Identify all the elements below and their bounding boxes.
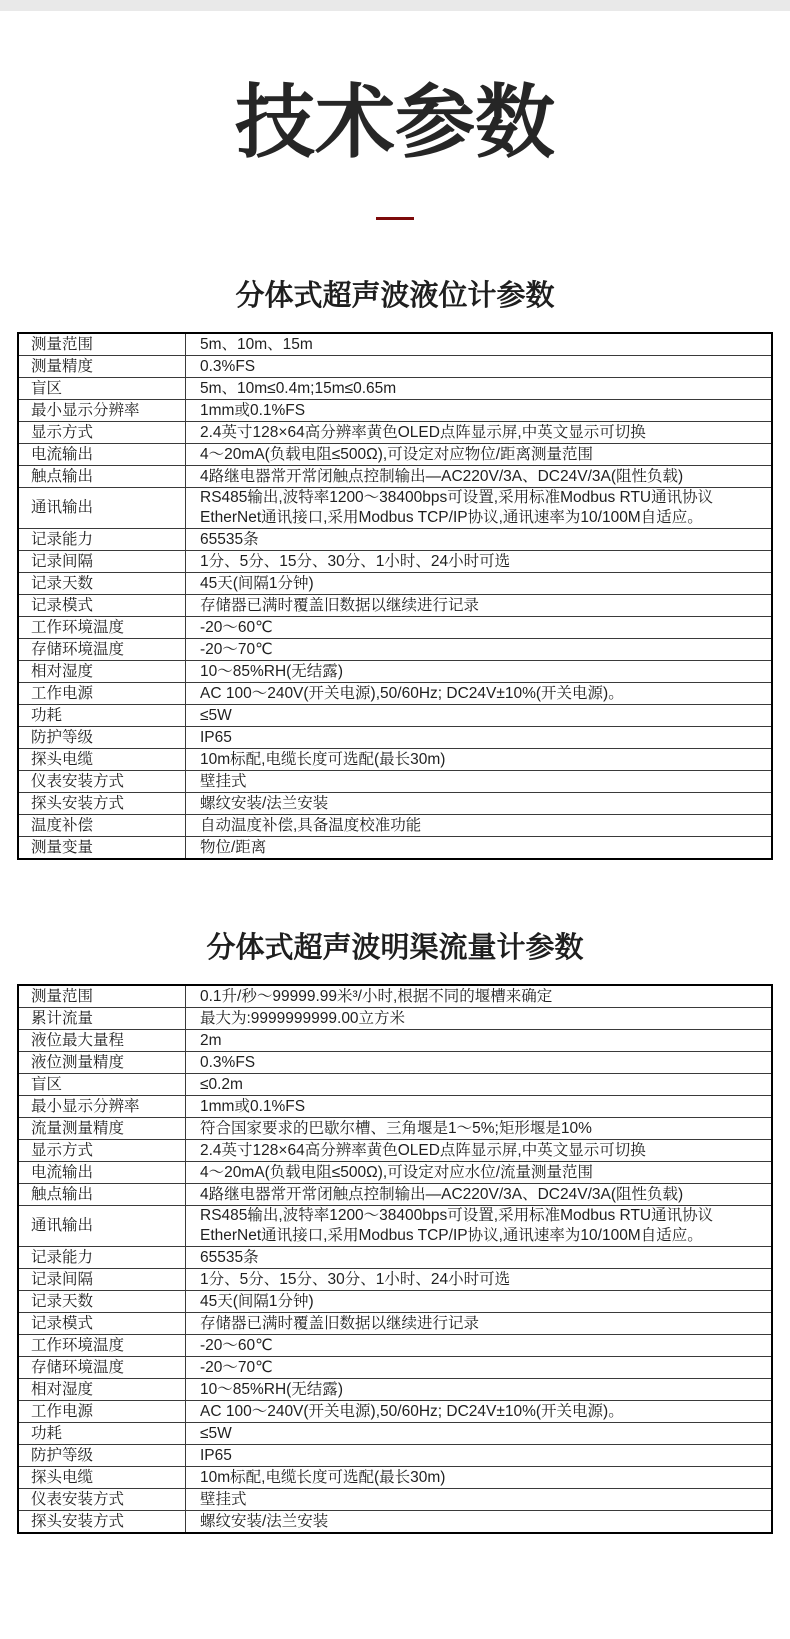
spec-label: 触点输出	[18, 1184, 186, 1206]
spec-row	[18, 1184, 772, 1206]
spec-value: 2m	[186, 1030, 773, 1052]
spec-label: 探头电缆	[18, 1467, 186, 1489]
spec-label: 功耗	[18, 705, 186, 727]
spec-value: ≤5W	[186, 1423, 773, 1445]
spec-row	[18, 529, 772, 551]
spec-label: 防护等级	[18, 1445, 186, 1467]
spec-value: AC 100～240V(开关电源),50/60Hz; DC24V±10%(开关电源)。	[186, 1401, 773, 1423]
flow-meter-spec-table	[17, 984, 773, 1534]
spec-row	[18, 400, 772, 422]
spec-value: 65535条	[186, 1247, 773, 1269]
spec-row	[18, 573, 772, 595]
spec-value: 10m标配,电缆长度可选配(最长30m)	[186, 749, 773, 771]
spec-row	[18, 1379, 772, 1401]
accent-dash	[376, 217, 414, 220]
spec-label: 记录天数	[18, 573, 186, 595]
spec-value: 1mm或0.1%FS	[186, 400, 773, 422]
spec-row	[18, 378, 772, 400]
spec-row	[18, 1335, 772, 1357]
spec-value: 4路继电器常开常闭触点控制输出—AC220V/3A、DC24V/3A(阻性负载)	[186, 1184, 773, 1206]
spec-value: 10～85%RH(无结露)	[186, 1379, 773, 1401]
spec-row	[18, 771, 772, 793]
spec-row	[18, 1511, 772, 1534]
spec-label: 存储环境温度	[18, 639, 186, 661]
spec-row	[18, 985, 772, 1008]
spec-row	[18, 1118, 772, 1140]
spec-row	[18, 422, 772, 444]
spec-row	[18, 1030, 772, 1052]
spec-label: 工作电源	[18, 683, 186, 705]
spec-value: 5m、10m、15m	[186, 333, 773, 356]
spec-label: 触点输出	[18, 466, 186, 488]
spec-row	[18, 1008, 772, 1030]
spec-value: 65535条	[186, 529, 773, 551]
spec-value: 1分、5分、15分、30分、1小时、24小时可选	[186, 1269, 773, 1291]
spec-row	[18, 837, 772, 860]
spec-row	[18, 1357, 772, 1379]
spec-label: 测量变量	[18, 837, 186, 860]
spec-row	[18, 1489, 772, 1511]
spec-row	[18, 1162, 772, 1184]
spec-row	[18, 705, 772, 727]
spec-row	[18, 793, 772, 815]
spec-value: 4路继电器常开常闭触点控制输出—AC220V/3A、DC24V/3A(阻性负载)	[186, 466, 773, 488]
spec-label: 记录间隔	[18, 1269, 186, 1291]
level-meter-spec-table-body	[18, 333, 772, 859]
spec-label: 盲区	[18, 1074, 186, 1096]
spec-value: 5m、10m≤0.4m;15m≤0.65m	[186, 378, 773, 400]
spec-label: 记录模式	[18, 1313, 186, 1335]
spec-label: 记录模式	[18, 595, 186, 617]
spec-label: 流量测量精度	[18, 1118, 186, 1140]
spec-row	[18, 727, 772, 749]
spec-row	[18, 1291, 772, 1313]
spec-value: 螺纹安装/法兰安装	[186, 793, 773, 815]
spec-label: 测量范围	[18, 333, 186, 356]
spec-label: 测量范围	[18, 985, 186, 1008]
spec-label: 记录间隔	[18, 551, 186, 573]
spec-row	[18, 466, 772, 488]
spec-value: 壁挂式	[186, 771, 773, 793]
spec-value: 0.1升/秒～99999.99米³/小时,根据不同的堰槽来确定	[186, 985, 773, 1008]
spec-row	[18, 356, 772, 378]
spec-row	[18, 444, 772, 466]
spec-row	[18, 639, 772, 661]
spec-row	[18, 1096, 772, 1118]
spec-value: ≤5W	[186, 705, 773, 727]
spec-row	[18, 661, 772, 683]
spec-label: 累计流量	[18, 1008, 186, 1030]
section-title-level-meter: 分体式超声波液位计参数	[235, 280, 555, 312]
spec-row	[18, 1269, 772, 1291]
spec-label: 测量精度	[18, 356, 186, 378]
spec-value: 自动温度补偿,具备温度校准功能	[186, 815, 773, 837]
spec-row	[18, 683, 772, 705]
spec-label: 最小显示分辨率	[18, 400, 186, 422]
spec-value: 2.4英寸128×64高分辨率黄色OLED点阵显示屏,中英文显示可切换	[186, 422, 773, 444]
spec-value: -20～70℃	[186, 639, 773, 661]
spec-label: 相对湿度	[18, 1379, 186, 1401]
spec-value: 符合国家要求的巴歇尔槽、三角堰是1～5%;矩形堰是10%	[186, 1118, 773, 1140]
spec-row	[18, 1140, 772, 1162]
spec-value: 存储器已满时覆盖旧数据以继续进行记录	[186, 595, 773, 617]
spec-value: 1分、5分、15分、30分、1小时、24小时可选	[186, 551, 773, 573]
spec-value: 螺纹安装/法兰安装	[186, 1511, 773, 1534]
spec-row	[18, 1206, 772, 1247]
spec-row	[18, 1052, 772, 1074]
flow-meter-spec-table-body	[18, 985, 772, 1533]
spec-label: 探头安装方式	[18, 793, 186, 815]
top-divider-bar	[0, 0, 790, 11]
spec-value: -20～70℃	[186, 1357, 773, 1379]
spec-value: RS485输出,波特率1200～38400bps可设置,采用标准Modbus RTU通讯协议 EtherNet通讯接口,采用Modbus TCP/IP协议,通讯速率为10/100M自适应。	[186, 488, 773, 529]
spec-row	[18, 333, 772, 356]
spec-value: IP65	[186, 1445, 773, 1467]
spec-label: 仪表安装方式	[18, 1489, 186, 1511]
spec-value: 45天(间隔1分钟)	[186, 573, 773, 595]
spec-label: 电流输出	[18, 444, 186, 466]
spec-row	[18, 1445, 772, 1467]
spec-row	[18, 551, 772, 573]
spec-row	[18, 617, 772, 639]
spec-value: 存储器已满时覆盖旧数据以继续进行记录	[186, 1313, 773, 1335]
spec-label: 电流输出	[18, 1162, 186, 1184]
spec-label: 功耗	[18, 1423, 186, 1445]
spec-value: 4～20mA(负载电阻≤500Ω),可设定对应水位/流量测量范围	[186, 1162, 773, 1184]
spec-row	[18, 1074, 772, 1096]
spec-value: 45天(间隔1分钟)	[186, 1291, 773, 1313]
spec-label: 记录能力	[18, 529, 186, 551]
spec-row	[18, 1467, 772, 1489]
spec-row	[18, 815, 772, 837]
spec-value: 10～85%RH(无结露)	[186, 661, 773, 683]
spec-value: 2.4英寸128×64高分辨率黄色OLED点阵显示屏,中英文显示可切换	[186, 1140, 773, 1162]
spec-value: 1mm或0.1%FS	[186, 1096, 773, 1118]
spec-label: 工作环境温度	[18, 617, 186, 639]
spec-row	[18, 595, 772, 617]
spec-label: 记录天数	[18, 1291, 186, 1313]
spec-label: 液位最大量程	[18, 1030, 186, 1052]
spec-row	[18, 1423, 772, 1445]
spec-value: IP65	[186, 727, 773, 749]
spec-value: 10m标配,电缆长度可选配(最长30m)	[186, 1467, 773, 1489]
spec-label: 工作电源	[18, 1401, 186, 1423]
spec-value: 物位/距离	[186, 837, 773, 860]
section-title-flow-meter: 分体式超声波明渠流量计参数	[206, 932, 584, 964]
spec-value: 0.3%FS	[186, 1052, 773, 1074]
spec-value: RS485输出,波特率1200～38400bps可设置,采用标准Modbus RTU通讯协议 EtherNet通讯接口,采用Modbus TCP/IP协议,通讯速率为10/100M自适应。	[186, 1206, 773, 1247]
spec-value: 0.3%FS	[186, 356, 773, 378]
spec-row	[18, 749, 772, 771]
spec-label: 存储环境温度	[18, 1357, 186, 1379]
spec-value: 4～20mA(负载电阻≤500Ω),可设定对应物位/距离测量范围	[186, 444, 773, 466]
spec-row	[18, 488, 772, 529]
page-title: 技术参数	[235, 78, 555, 167]
spec-value: -20～60℃	[186, 1335, 773, 1357]
spec-label: 盲区	[18, 378, 186, 400]
spec-label: 仪表安装方式	[18, 771, 186, 793]
level-meter-spec-table	[17, 332, 773, 860]
spec-label: 最小显示分辨率	[18, 1096, 186, 1118]
spec-label: 通讯输出	[18, 488, 186, 529]
spec-value: AC 100～240V(开关电源),50/60Hz; DC24V±10%(开关电源)。	[186, 683, 773, 705]
spec-value: 最大为:9999999999.00立方米	[186, 1008, 773, 1030]
spec-label: 工作环境温度	[18, 1335, 186, 1357]
spec-value: 壁挂式	[186, 1489, 773, 1511]
spec-row	[18, 1401, 772, 1423]
spec-value: -20～60℃	[186, 617, 773, 639]
spec-label: 探头电缆	[18, 749, 186, 771]
spec-label: 显示方式	[18, 1140, 186, 1162]
spec-label: 相对湿度	[18, 661, 186, 683]
spec-value: ≤0.2m	[186, 1074, 773, 1096]
spec-row	[18, 1313, 772, 1335]
spec-row	[18, 1247, 772, 1269]
spec-label: 防护等级	[18, 727, 186, 749]
spec-label: 记录能力	[18, 1247, 186, 1269]
spec-label: 液位测量精度	[18, 1052, 186, 1074]
spec-label: 通讯输出	[18, 1206, 186, 1247]
spec-label: 探头安装方式	[18, 1511, 186, 1534]
spec-label: 显示方式	[18, 422, 186, 444]
spec-label: 温度补偿	[18, 815, 186, 837]
